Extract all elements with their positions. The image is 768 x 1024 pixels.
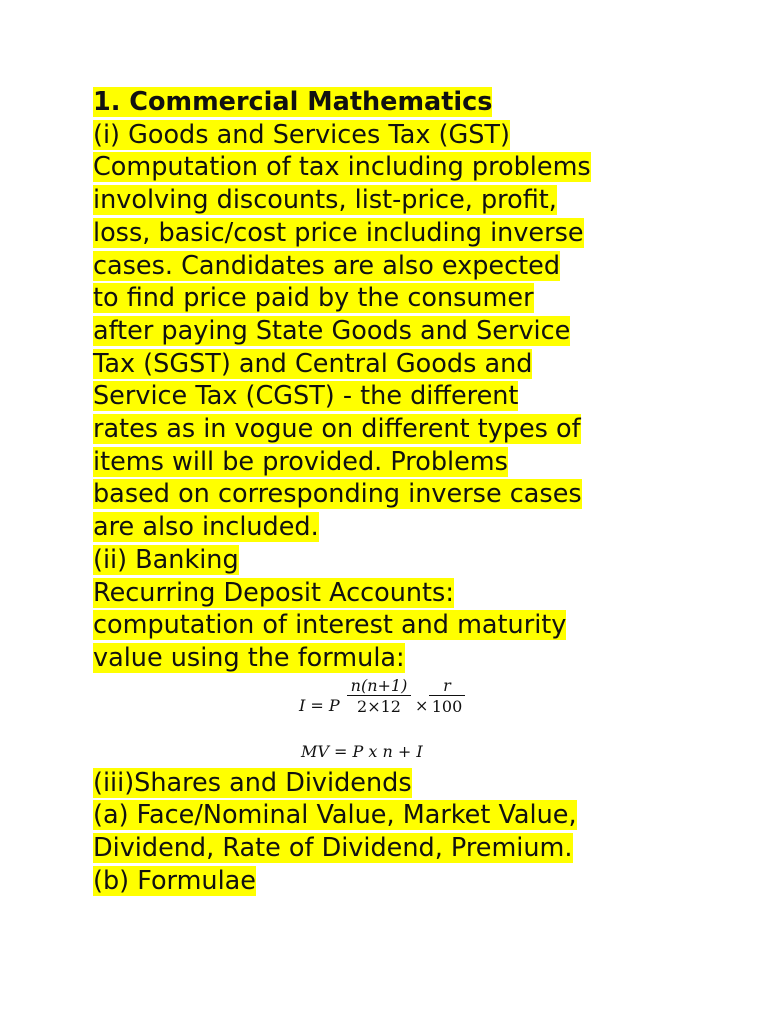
text-line: to find price paid by the consumer — [93, 283, 534, 314]
text-line: items will be provided. Problems — [93, 446, 508, 477]
formula-fraction-r — [429, 677, 465, 716]
formula-numerator: n(n+1) — [347, 677, 411, 696]
text-line: (b) Formulae — [93, 865, 256, 896]
text-line: loss, basic/cost price including inverse — [93, 217, 584, 248]
text-line: Service Tax (CGST) - the different — [93, 381, 519, 412]
formula-times: × — [415, 695, 429, 715]
text-line: Dividend, Rate of Dividend, Premium. — [93, 833, 573, 864]
document-body — [93, 86, 683, 897]
text-line: are also included. — [93, 512, 319, 543]
subheading-gst: (i) Goods and Services Tax (GST) — [93, 119, 510, 150]
interest-formula — [299, 677, 499, 743]
subheading-banking: (ii) Banking — [93, 544, 239, 575]
interest-formula-image — [93, 677, 683, 767]
heading-commercial-mathematics: 1. Commercial Mathematics — [93, 87, 493, 117]
text-line: involving discounts, list-price, profit, — [93, 185, 557, 216]
formula-denominator: 2×12 — [357, 696, 401, 716]
text-line: Computation of tax including problems — [93, 152, 591, 183]
text-line: rates as in vogue on different types of — [93, 414, 581, 445]
text-line: after paying State Goods and Service — [93, 315, 571, 346]
formula-lhs: I = P — [299, 695, 340, 715]
formula-r: r — [429, 677, 465, 696]
formula-hundred: 100 — [431, 696, 463, 716]
text-line: Recurring Deposit Accounts: — [93, 577, 454, 608]
maturity-value-formula: MV = P x n + I — [301, 741, 423, 761]
subheading-shares-dividends: (iii)Shares and Dividends — [93, 767, 412, 798]
text-line: based on corresponding inverse cases — [93, 479, 582, 510]
text-line: value using the formula: — [93, 642, 405, 673]
text-line: computation of interest and maturity — [93, 610, 567, 641]
text-line: (a) Face/Nominal Value, Market Value, — [93, 800, 577, 831]
text-line: cases. Candidates are also expected — [93, 250, 561, 281]
formula-fraction-n — [347, 677, 411, 716]
text-line: Tax (SGST) and Central Goods and — [93, 348, 533, 379]
